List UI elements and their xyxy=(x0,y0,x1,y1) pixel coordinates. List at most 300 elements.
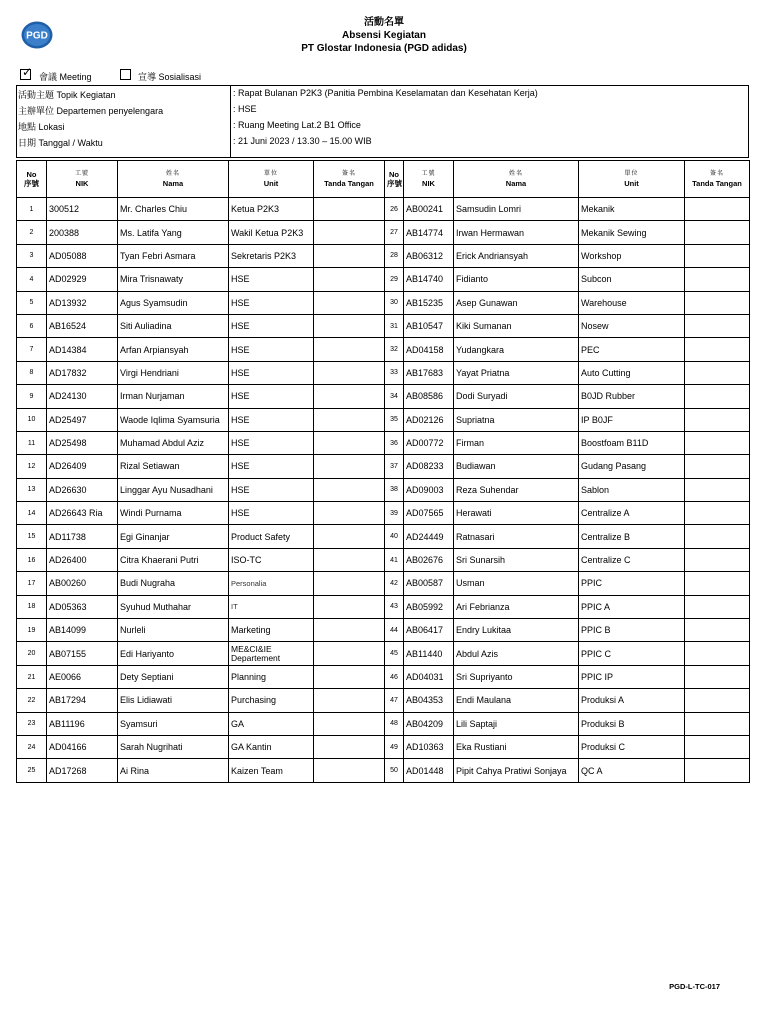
row-nik: AD02929 xyxy=(47,268,118,291)
row-nik: AB00241 xyxy=(404,198,454,221)
row-no: 28 xyxy=(385,244,404,267)
row-nama: Dety Septiani xyxy=(118,665,229,688)
topic-label: 活動主題 Topik Kegiatan xyxy=(18,90,116,100)
row-unit: Centralize A xyxy=(579,502,685,525)
row-no: 24 xyxy=(17,735,47,758)
signature-cell[interactable] xyxy=(685,712,750,735)
row-nik: AD10363 xyxy=(404,735,454,758)
row-no: 41 xyxy=(385,548,404,571)
row-nik: AD26630 xyxy=(47,478,118,501)
row-no: 26 xyxy=(385,198,404,221)
row-no: 20 xyxy=(17,642,47,665)
row-no: 21 xyxy=(17,665,47,688)
row-nama: Lili Saptaji xyxy=(454,712,579,735)
row-unit: Centralize C xyxy=(579,548,685,571)
row-nik: AD04158 xyxy=(404,338,454,361)
row-unit: Boostfoam B11D xyxy=(579,431,685,454)
attendance-body xyxy=(17,198,750,783)
signature-cell[interactable] xyxy=(685,548,750,571)
row-no: 22 xyxy=(17,689,47,712)
row-nik: AD00772 xyxy=(404,431,454,454)
row-nama: Windi Purnama xyxy=(118,502,229,525)
col-signature: 簽名 Tanda Tangan xyxy=(314,161,385,198)
row-nama: Waode Iqlima Syamsuria xyxy=(118,408,229,431)
row-unit: HSE xyxy=(229,314,314,337)
signature-cell[interactable] xyxy=(314,759,385,782)
row-nama: Nurleli xyxy=(118,619,229,642)
row-no: 16 xyxy=(17,548,47,571)
row-no: 33 xyxy=(385,361,404,384)
row-unit: PPIC B xyxy=(579,619,685,642)
row-nama: Firman xyxy=(454,431,579,454)
row-nik: AD04031 xyxy=(404,665,454,688)
row-no: 17 xyxy=(17,572,47,595)
signature-cell[interactable] xyxy=(685,735,750,758)
row-nama: Mr. Charles Chiu xyxy=(118,198,229,221)
row-nama: Yudangkara xyxy=(454,338,579,361)
row-no: 23 xyxy=(17,712,47,735)
signature-cell[interactable] xyxy=(314,291,385,314)
row-no: 40 xyxy=(385,525,404,548)
signature-cell[interactable] xyxy=(685,478,750,501)
signature-cell[interactable] xyxy=(314,361,385,384)
row-unit: Ketua P2K3 xyxy=(229,198,314,221)
row-unit: Subcon xyxy=(579,268,685,291)
table-header-row xyxy=(17,161,750,198)
info-divider xyxy=(230,86,231,157)
col-no: No 序號 xyxy=(17,161,47,198)
table-row xyxy=(17,291,750,314)
row-no: 11 xyxy=(17,431,47,454)
signature-cell[interactable] xyxy=(314,572,385,595)
row-nama: Siti Auliadina xyxy=(118,314,229,337)
row-unit: QC A xyxy=(579,759,685,782)
socialization-label: 宣導 Sosialisasi xyxy=(138,72,202,82)
row-nama: Usman xyxy=(454,572,579,595)
location-label: 地點 Lokasi xyxy=(18,122,65,132)
row-unit: Sablon xyxy=(579,478,685,501)
row-no: 37 xyxy=(385,455,404,478)
row-nik: AB14099 xyxy=(47,619,118,642)
attendance-table xyxy=(16,160,750,783)
table-row xyxy=(17,221,750,244)
row-nama: Supriatna xyxy=(454,408,579,431)
row-unit: Warehouse xyxy=(579,291,685,314)
meeting-label: 會議 Meeting xyxy=(39,72,92,82)
row-unit: HSE xyxy=(229,385,314,408)
row-no: 43 xyxy=(385,595,404,618)
signature-cell[interactable] xyxy=(314,314,385,337)
table-row xyxy=(17,408,750,431)
signature-cell[interactable] xyxy=(685,244,750,267)
row-nama: Muhamad Abdul Aziz xyxy=(118,431,229,454)
row-nama: Ratnasari xyxy=(454,525,579,548)
row-nik: AB00587 xyxy=(404,572,454,595)
row-unit: IP B0JF xyxy=(579,408,685,431)
table-row xyxy=(17,665,750,688)
table-row xyxy=(17,314,750,337)
row-unit: ISO-TC xyxy=(229,548,314,571)
row-unit: PPIC xyxy=(579,572,685,595)
row-unit: HSE xyxy=(229,502,314,525)
row-nama: Kiki Sumanan xyxy=(454,314,579,337)
row-unit: Kaizen Team xyxy=(229,759,314,782)
row-nik: AD25497 xyxy=(47,408,118,431)
row-unit: Produksi A xyxy=(579,689,685,712)
signature-cell[interactable] xyxy=(685,338,750,361)
row-no: 1 xyxy=(17,198,47,221)
row-unit: Produksi C xyxy=(579,735,685,758)
row-nama: Mira Trisnawaty xyxy=(118,268,229,291)
row-no: 30 xyxy=(385,291,404,314)
table-row xyxy=(17,572,750,595)
row-unit: Gudang Pasang xyxy=(579,455,685,478)
row-unit: PEC xyxy=(579,338,685,361)
signature-cell[interactable] xyxy=(685,619,750,642)
row-no: 2 xyxy=(17,221,47,244)
signature-cell[interactable] xyxy=(314,665,385,688)
row-no: 6 xyxy=(17,314,47,337)
table-row xyxy=(17,385,750,408)
row-nama: Abdul Azis xyxy=(454,642,579,665)
table-row xyxy=(17,455,750,478)
row-nik: AB11440 xyxy=(404,642,454,665)
row-nik: AD26409 xyxy=(47,455,118,478)
row-unit: HSE xyxy=(229,478,314,501)
row-no: 15 xyxy=(17,525,47,548)
signature-cell[interactable] xyxy=(685,361,750,384)
row-unit: Personalia xyxy=(229,572,314,595)
row-unit: Mekanik xyxy=(579,198,685,221)
signature-cell[interactable] xyxy=(314,712,385,735)
row-no: 39 xyxy=(385,502,404,525)
row-no: 25 xyxy=(17,759,47,782)
row-nama: Irman Nurjaman xyxy=(118,385,229,408)
row-nik: AB14774 xyxy=(404,221,454,244)
table-row xyxy=(17,759,750,782)
row-no: 50 xyxy=(385,759,404,782)
row-unit: PPIC C xyxy=(579,642,685,665)
row-no: 46 xyxy=(385,665,404,688)
activity-info-box xyxy=(16,85,749,158)
col-nik: 工號 NIK xyxy=(47,161,118,198)
row-nik: AB11196 xyxy=(47,712,118,735)
signature-cell[interactable] xyxy=(685,221,750,244)
signature-cell[interactable] xyxy=(314,502,385,525)
row-nik: AD01448 xyxy=(404,759,454,782)
row-unit: PPIC A xyxy=(579,595,685,618)
row-no: 19 xyxy=(17,619,47,642)
row-no: 32 xyxy=(385,338,404,361)
row-no: 45 xyxy=(385,642,404,665)
row-nik: AD26400 xyxy=(47,548,118,571)
table-row xyxy=(17,338,750,361)
row-nama: Citra Khaerani Putri xyxy=(118,548,229,571)
signature-cell[interactable] xyxy=(685,525,750,548)
signature-cell[interactable] xyxy=(685,572,750,595)
signature-cell[interactable] xyxy=(685,455,750,478)
row-nama: Fidianto xyxy=(454,268,579,291)
row-unit: HSE xyxy=(229,338,314,361)
row-nik: AE0066 xyxy=(47,665,118,688)
table-row xyxy=(17,642,750,665)
row-unit: HSE xyxy=(229,408,314,431)
document-code: PGD-L-TC-017 xyxy=(669,982,720,991)
signature-cell[interactable] xyxy=(685,291,750,314)
row-nik: AD17832 xyxy=(47,361,118,384)
row-nik: AB00260 xyxy=(47,572,118,595)
signature-cell[interactable] xyxy=(314,431,385,454)
row-nama: Agus Syamsudin xyxy=(118,291,229,314)
row-nik: AB10547 xyxy=(404,314,454,337)
row-unit: Mekanik Sewing xyxy=(579,221,685,244)
row-nama: Samsudin Lomri xyxy=(454,198,579,221)
row-no: 34 xyxy=(385,385,404,408)
row-nik: 200388 xyxy=(47,221,118,244)
meeting-checkbox[interactable] xyxy=(20,65,33,80)
signature-cell[interactable] xyxy=(314,198,385,221)
row-unit: HSE xyxy=(229,291,314,314)
row-nik: AB06312 xyxy=(404,244,454,267)
row-unit: Wakil Ketua P2K3 xyxy=(229,221,314,244)
logo-text: PGD xyxy=(26,30,48,42)
row-nik: AD05088 xyxy=(47,244,118,267)
col-nama-right: 姓名 Nama xyxy=(454,161,579,198)
row-nama: Erick Andriansyah xyxy=(454,244,579,267)
row-nama: Sarah Nugrihati xyxy=(118,735,229,758)
row-nik: AD05363 xyxy=(47,595,118,618)
signature-cell[interactable] xyxy=(314,408,385,431)
signature-cell[interactable] xyxy=(685,385,750,408)
signature-cell[interactable] xyxy=(314,735,385,758)
row-nik: AD26643 Ria xyxy=(47,502,118,525)
row-unit: Marketing xyxy=(229,619,314,642)
row-nama: Asep Gunawan xyxy=(454,291,579,314)
row-unit: Product Safety xyxy=(229,525,314,548)
row-nik: AB08586 xyxy=(404,385,454,408)
row-no: 13 xyxy=(17,478,47,501)
signature-cell[interactable] xyxy=(685,689,750,712)
row-no: 42 xyxy=(385,572,404,595)
row-unit: PPIC IP xyxy=(579,665,685,688)
row-unit: Workshop xyxy=(579,244,685,267)
signature-cell[interactable] xyxy=(685,502,750,525)
table-row xyxy=(17,735,750,758)
row-nik: AD25498 xyxy=(47,431,118,454)
table-row xyxy=(17,361,750,384)
table-row xyxy=(17,478,750,501)
row-nama: Sri Sunarsih xyxy=(454,548,579,571)
table-row xyxy=(17,712,750,735)
row-nama: Yayat Priatna xyxy=(454,361,579,384)
row-nik: AD08233 xyxy=(404,455,454,478)
row-unit: IT xyxy=(229,595,314,618)
row-no: 18 xyxy=(17,595,47,618)
row-nama: Ms. Latifa Yang xyxy=(118,221,229,244)
row-nama: Arfan Arpiansyah xyxy=(118,338,229,361)
signature-cell[interactable] xyxy=(685,268,750,291)
col-nama: 姓名 Nama xyxy=(118,161,229,198)
row-unit: ME&CI&IE Departement xyxy=(229,642,314,665)
row-unit: GA xyxy=(229,712,314,735)
signature-cell[interactable] xyxy=(314,268,385,291)
signature-cell[interactable] xyxy=(685,314,750,337)
signature-cell[interactable] xyxy=(685,408,750,431)
row-nik: AD02126 xyxy=(404,408,454,431)
date-label: 日期 Tanggal / Waktu xyxy=(18,138,103,148)
row-no: 7 xyxy=(17,338,47,361)
row-nama: Endry Lukitaa xyxy=(454,619,579,642)
row-nik: AD17268 xyxy=(47,759,118,782)
row-no: 10 xyxy=(17,408,47,431)
row-nik: AB04209 xyxy=(404,712,454,735)
row-nama: Eka Rustiani xyxy=(454,735,579,758)
col-no-right: No 序號 xyxy=(385,161,404,198)
signature-cell[interactable] xyxy=(685,431,750,454)
row-nik: AB04353 xyxy=(404,689,454,712)
dept-value: : HSE xyxy=(233,104,257,114)
location-value: : Ruang Meeting Lat.2 B1 Office xyxy=(233,120,361,130)
row-no: 3 xyxy=(17,244,47,267)
table-row xyxy=(17,198,750,221)
row-nik: AB05992 xyxy=(404,595,454,618)
signature-cell[interactable] xyxy=(685,665,750,688)
col-unit: 單位 Unit xyxy=(229,161,314,198)
signature-cell[interactable] xyxy=(314,478,385,501)
col-unit-right: 單位 Unit xyxy=(579,161,685,198)
row-unit: Planning xyxy=(229,665,314,688)
signature-cell[interactable] xyxy=(685,759,750,782)
row-no: 14 xyxy=(17,502,47,525)
date-value: : 21 Juni 2023 / 13.30 – 15.00 WIB xyxy=(233,136,372,146)
table-row xyxy=(17,548,750,571)
table-row xyxy=(17,525,750,548)
row-nama: Ai Rina xyxy=(118,759,229,782)
check-icon: ✓ xyxy=(22,65,33,79)
table-row xyxy=(17,431,750,454)
signature-cell[interactable] xyxy=(314,642,385,665)
row-nama: Sri Supriyanto xyxy=(454,665,579,688)
row-unit: Nosew xyxy=(579,314,685,337)
row-no: 8 xyxy=(17,361,47,384)
row-unit: HSE xyxy=(229,361,314,384)
signature-cell[interactable] xyxy=(314,689,385,712)
signature-cell[interactable] xyxy=(314,244,385,267)
row-no: 48 xyxy=(385,712,404,735)
row-nik: AD09003 xyxy=(404,478,454,501)
row-no: 31 xyxy=(385,314,404,337)
row-nama: Endi Maulana xyxy=(454,689,579,712)
row-nik: AD11738 xyxy=(47,525,118,548)
table-row xyxy=(17,502,750,525)
row-nama: Herawati xyxy=(454,502,579,525)
title-zh: 活動名單 xyxy=(364,17,404,28)
row-no: 12 xyxy=(17,455,47,478)
row-nik: AB16524 xyxy=(47,314,118,337)
row-nik: AB17294 xyxy=(47,689,118,712)
row-nik: 300512 xyxy=(47,198,118,221)
row-unit: Purchasing xyxy=(229,689,314,712)
row-nama: Pipit Cahya Pratiwi Sonjaya xyxy=(454,759,579,782)
row-no: 38 xyxy=(385,478,404,501)
row-nama: Elis Lidiawati xyxy=(118,689,229,712)
row-unit: HSE xyxy=(229,431,314,454)
row-nama: Syamsuri xyxy=(118,712,229,735)
signature-cell[interactable] xyxy=(314,338,385,361)
signature-cell[interactable] xyxy=(314,548,385,571)
signature-cell[interactable] xyxy=(314,595,385,618)
row-nik: AD24130 xyxy=(47,385,118,408)
row-nama: Ari Febrianza xyxy=(454,595,579,618)
row-nama: Linggar Ayu Nusadhani xyxy=(118,478,229,501)
row-nama: Edi Hariyanto xyxy=(118,642,229,665)
row-unit: Centralize B xyxy=(579,525,685,548)
row-nama: Syuhud Muthahar xyxy=(118,595,229,618)
col-nik-right: 工號 NIK xyxy=(404,161,454,198)
topic-value: : Rapat Bulanan P2K3 (Panitia Pembina Keselamatan dan Kesehatan Kerja) xyxy=(233,88,538,98)
table-row xyxy=(17,595,750,618)
row-nama: Budiawan xyxy=(454,455,579,478)
row-nik: AB14740 xyxy=(404,268,454,291)
table-row xyxy=(17,689,750,712)
page-title: Absensi Kegiatan xyxy=(342,30,426,41)
row-unit: HSE xyxy=(229,455,314,478)
row-unit: Sekretaris P2K3 xyxy=(229,244,314,267)
row-nik: AB07155 xyxy=(47,642,118,665)
signature-cell[interactable] xyxy=(314,221,385,244)
row-nik: AD24449 xyxy=(404,525,454,548)
table-row xyxy=(17,244,750,267)
signature-cell[interactable] xyxy=(685,198,750,221)
row-no: 5 xyxy=(17,291,47,314)
row-nama: Virgi Hendriani xyxy=(118,361,229,384)
signature-cell[interactable] xyxy=(314,385,385,408)
row-unit: Auto Cutting xyxy=(579,361,685,384)
row-unit: HSE xyxy=(229,268,314,291)
row-nik: AD07565 xyxy=(404,502,454,525)
signature-cell[interactable] xyxy=(685,595,750,618)
signature-cell[interactable] xyxy=(685,642,750,665)
row-nama: Reza Suhendar xyxy=(454,478,579,501)
row-no: 27 xyxy=(385,221,404,244)
socialization-checkbox[interactable] xyxy=(120,69,131,80)
row-no: 4 xyxy=(17,268,47,291)
row-no: 47 xyxy=(385,689,404,712)
row-nama: Egi Ginanjar xyxy=(118,525,229,548)
row-unit: GA Kantin xyxy=(229,735,314,758)
row-nik: AB06417 xyxy=(404,619,454,642)
row-unit: Produksi B xyxy=(579,712,685,735)
row-nama: Irwan Hermawan xyxy=(454,221,579,244)
row-nik: AD13932 xyxy=(47,291,118,314)
table-row xyxy=(17,268,750,291)
row-no: 44 xyxy=(385,619,404,642)
document-title-block xyxy=(0,16,768,55)
signature-cell[interactable] xyxy=(314,455,385,478)
row-nik: AB17683 xyxy=(404,361,454,384)
signature-cell[interactable] xyxy=(314,525,385,548)
dept-label: 主辦單位 Departemen penyelengara xyxy=(18,106,164,116)
table-row xyxy=(17,619,750,642)
row-no: 36 xyxy=(385,431,404,454)
row-no: 9 xyxy=(17,385,47,408)
row-no: 29 xyxy=(385,268,404,291)
row-nik: AB15235 xyxy=(404,291,454,314)
signature-cell[interactable] xyxy=(314,619,385,642)
row-nama: Budi Nugraha xyxy=(118,572,229,595)
company-name: PT Glostar Indonesia (PGD adidas) xyxy=(301,43,467,54)
row-nik: AB02676 xyxy=(404,548,454,571)
